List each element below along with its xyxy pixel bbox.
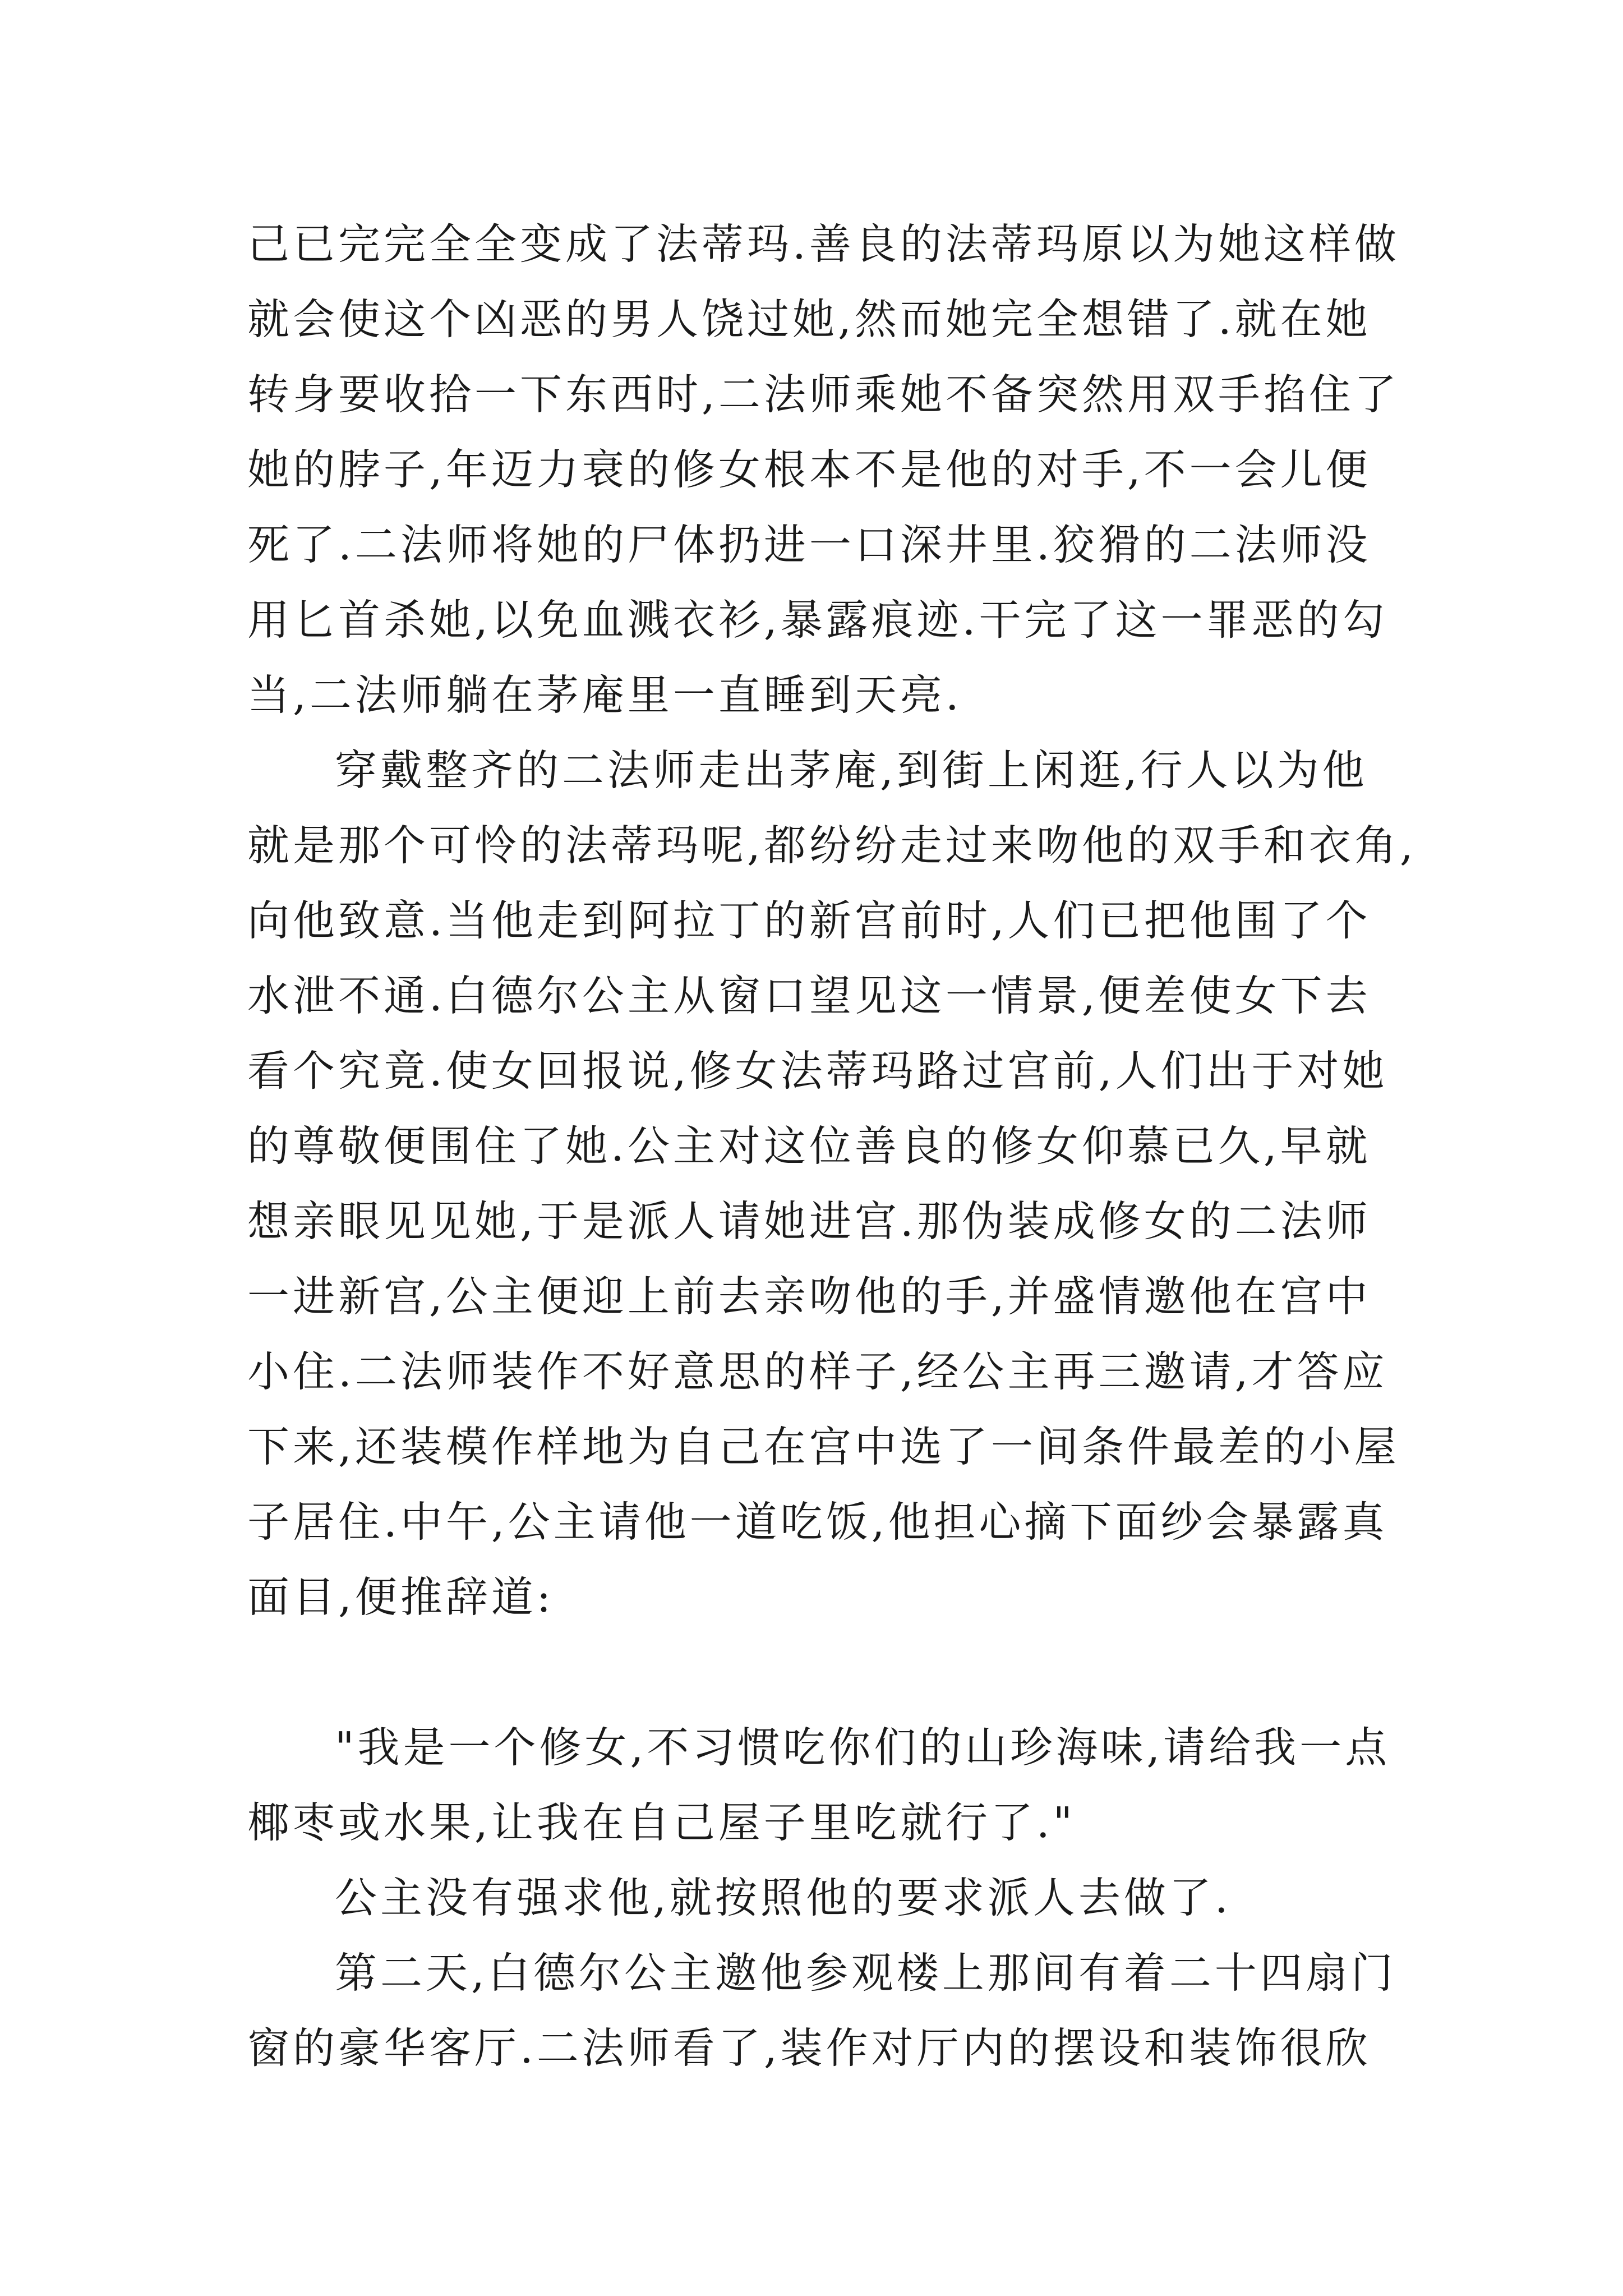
paragraph [247,1860,1377,1935]
text-line: 椰枣或水果,让我在自己屋子里吃就行了." [247,1798,1076,1847]
text-line: 想亲眼见见她,于是派人请她进宫.那伪装成修女的二法师 [247,1197,1371,1246]
text-line: 第二天,白德尔公主邀他参观楼上那间有着二十四扇门 [335,1948,1396,1998]
text-line: 己已完完全全变成了法蒂玛.善良的法蒂玛原以为她这样做 [247,219,1400,269]
text-line: 向他致意.当他走到阿拉丁的新宫前时,人们已把他围了个 [247,896,1371,945]
text-line: 一进新宫,公主便迎上前去亲吻他的手,并盛情邀他在宫中 [247,1272,1371,1321]
text-line: 小住.二法师装作不好意思的样子,经公主再三邀请,才答应 [247,1347,1388,1396]
text-line: 下来,还装模作样地为自己在宫中选了一间条件最差的小屋 [247,1422,1400,1471]
text-line: "我是一个修女,不习惯吃你们的山珍海味,请给我一点 [335,1723,1391,1772]
text-line: 公主没有强求他,就按照他的要求派人去做了. [335,1873,1232,1922]
text-line: 用匕首杀她,以免血溅衣衫,暴露痕迹.干完了这一罪恶的勾 [247,595,1388,645]
text-line: 穿戴整齐的二法师走出茅庵,到街上闲逛,行人以为他 [335,746,1368,795]
text-line: 看个究竟.使女回报说,修女法蒂玛路过宫前,人们出于对她 [247,1046,1388,1096]
text-line [247,1635,1377,1710]
paragraph [247,206,1400,733]
text-line: 就会使这个凶恶的男人饶过她,然而她完全想错了.就在她 [247,295,1371,344]
text-line: 的尊敬便围住了她.公主对这位善良的修女仰慕已久,早就 [247,1121,1371,1171]
text-line: 面目,便推辞道: [247,1572,555,1622]
paragraph [247,1935,1396,2086]
text-line: 就是那个可怜的法蒂玛呢,都纷纷走过来吻他的双手和衣角, [247,821,1417,870]
body-text [247,206,1417,2086]
text-line: 当,二法师躺在茅庵里一直睡到天亮. [247,670,962,720]
text-line: 水泄不通.白德尔公主从窗口望见这一情景,便差使女下去 [247,971,1371,1020]
paragraph [247,1710,1391,1860]
paragraph [247,733,1417,1710]
text-line: 她的脖子,年迈力衰的修女根本不是他的对手,不一会儿便 [247,445,1371,494]
text-line: 子居住.中午,公主请他一道吃饭,他担心摘下面纱会暴露真 [247,1497,1388,1547]
text-line: 死了.二法师将她的尸体扔进一口深井里.狡猾的二法师没 [247,520,1371,569]
text-line: 转身要收拾一下东西时,二法师乘她不备突然用双手掐住了 [247,370,1400,419]
text-line: 窗的豪华客厅.二法师看了,装作对厅内的摆设和装饰很欣 [247,2023,1371,2073]
